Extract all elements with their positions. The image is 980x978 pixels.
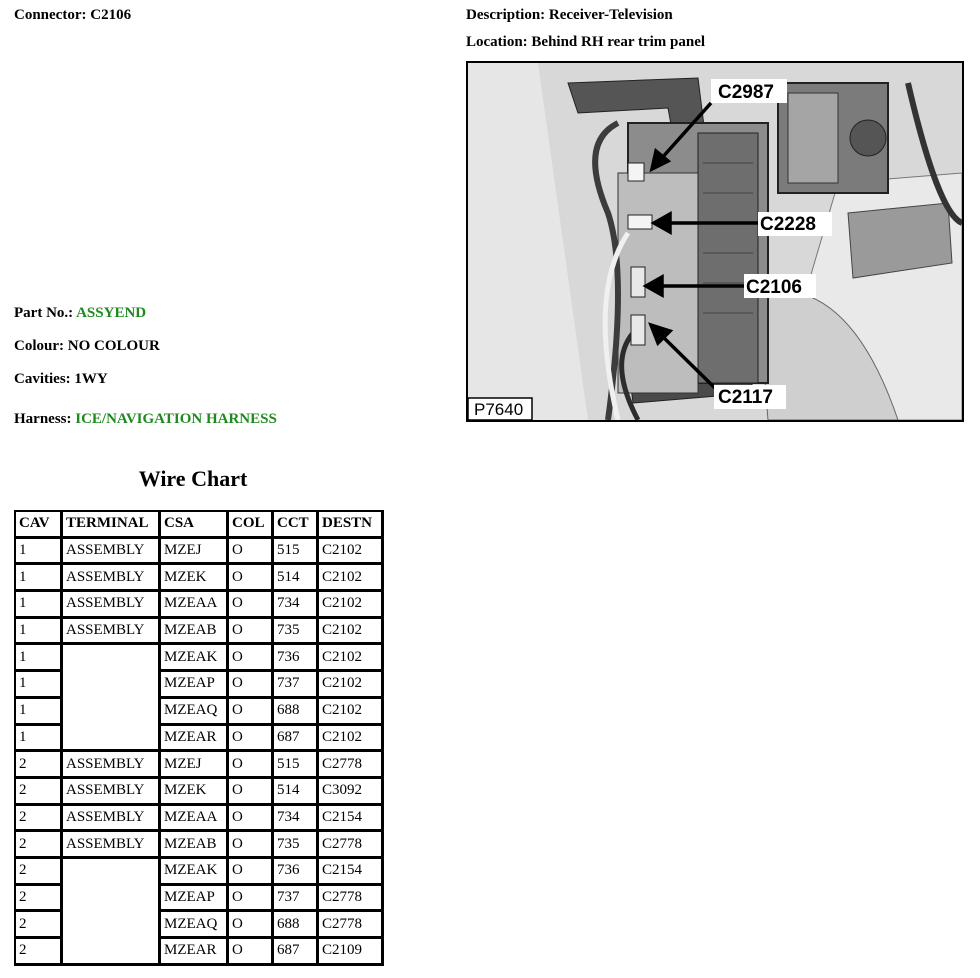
cell-cav: 1 bbox=[16, 699, 63, 726]
cell-cav: 2 bbox=[16, 806, 63, 833]
cell-terminal: ASSEMBLY bbox=[63, 619, 161, 646]
cell-cct: 687 bbox=[274, 939, 319, 966]
cell-col: O bbox=[229, 779, 274, 806]
table-row bbox=[16, 806, 384, 833]
cell-cct: 515 bbox=[274, 752, 319, 779]
cell-cct: 514 bbox=[274, 565, 319, 592]
cell-csa: MZEAP bbox=[161, 672, 229, 699]
cell-col: O bbox=[229, 726, 274, 753]
cell-col: O bbox=[229, 699, 274, 726]
header-terminal: TERMINAL bbox=[63, 512, 161, 539]
callout-c2987: C2987 bbox=[718, 82, 774, 103]
colour-value: NO COLOUR bbox=[67, 338, 160, 354]
connector-value: C2106 bbox=[90, 7, 132, 23]
cell-cct: 734 bbox=[274, 806, 319, 833]
cell-terminal: ASSEMBLY bbox=[63, 565, 161, 592]
cell-destn: C2102 bbox=[319, 539, 384, 566]
location-photo bbox=[466, 61, 964, 422]
cell-csa: MZEAQ bbox=[161, 699, 229, 726]
description-value: Receiver-Television bbox=[548, 7, 673, 23]
cell-cav: 2 bbox=[16, 752, 63, 779]
table-row bbox=[16, 832, 384, 859]
cell-cct: 736 bbox=[274, 645, 319, 672]
cell-col: O bbox=[229, 939, 274, 966]
header-destn: DESTN bbox=[319, 512, 384, 539]
table-row bbox=[16, 565, 384, 592]
cell-cct: 688 bbox=[274, 912, 319, 939]
cell-col: O bbox=[229, 806, 274, 833]
cavities-value: 1WY bbox=[74, 371, 108, 387]
cell-cav: 2 bbox=[16, 912, 63, 939]
cell-destn: C2154 bbox=[319, 806, 384, 833]
cell-terminal: ASSEMBLY bbox=[63, 779, 161, 806]
cell-cav: 1 bbox=[16, 726, 63, 753]
cell-destn: C2102 bbox=[319, 726, 384, 753]
cell-csa: MZEAA bbox=[161, 806, 229, 833]
cell-cav: 2 bbox=[16, 859, 63, 886]
harness-value[interactable]: ICE/NAVIGATION HARNESS bbox=[75, 411, 277, 427]
connector-line bbox=[14, 7, 131, 24]
cell-csa: MZEAA bbox=[161, 592, 229, 619]
cell-csa: MZEAQ bbox=[161, 912, 229, 939]
harness-label: Harness: bbox=[14, 411, 72, 427]
callout-c2117: C2117 bbox=[718, 387, 773, 408]
cell-destn: C2109 bbox=[319, 939, 384, 966]
cell-cct: 736 bbox=[274, 859, 319, 886]
cell-cct: 737 bbox=[274, 672, 319, 699]
cell-cav: 1 bbox=[16, 539, 63, 566]
cell-col: O bbox=[229, 565, 274, 592]
cell-destn: C2778 bbox=[319, 832, 384, 859]
wire-chart-title: Wire Chart bbox=[138, 466, 248, 491]
cell-cct: 688 bbox=[274, 699, 319, 726]
cell-cav: 1 bbox=[16, 592, 63, 619]
cell-col: O bbox=[229, 645, 274, 672]
cell-cav: 2 bbox=[16, 886, 63, 913]
cell-cct: 687 bbox=[274, 726, 319, 753]
connector-label: Connector: bbox=[14, 7, 87, 23]
location-line bbox=[466, 34, 705, 51]
cell-csa: MZEAR bbox=[161, 726, 229, 753]
cell-col: O bbox=[229, 886, 274, 913]
cell-csa: MZEAB bbox=[161, 619, 229, 646]
cell-destn: C2102 bbox=[319, 672, 384, 699]
cell-csa: MZEAR bbox=[161, 939, 229, 966]
figure-id: P7640 bbox=[474, 400, 524, 419]
location-value: Behind RH rear trim panel bbox=[531, 34, 706, 50]
cell-cct: 514 bbox=[274, 779, 319, 806]
cell-csa: MZEK bbox=[161, 779, 229, 806]
cell-csa: MZEAK bbox=[161, 645, 229, 672]
table-row bbox=[16, 619, 384, 646]
cell-destn: C2102 bbox=[319, 645, 384, 672]
cell-destn: C2778 bbox=[319, 912, 384, 939]
cell-col: O bbox=[229, 912, 274, 939]
cell-terminal: ASSEMBLY bbox=[63, 592, 161, 619]
cell-col: O bbox=[229, 619, 274, 646]
cell-terminal: ASSEMBLY bbox=[63, 752, 161, 779]
header-cav: CAV bbox=[16, 512, 63, 539]
cavities-label: Cavities: bbox=[14, 371, 71, 387]
cell-csa: MZEAB bbox=[161, 832, 229, 859]
cell-terminal: ASSEMBLY bbox=[63, 832, 161, 859]
location-label: Location: bbox=[466, 34, 528, 50]
part-no-value[interactable]: ASSYEND bbox=[76, 305, 147, 321]
wire-chart-body bbox=[16, 539, 384, 966]
cell-cav: 1 bbox=[16, 645, 63, 672]
colour-label: Colour: bbox=[14, 338, 64, 354]
cell-csa: MZEAK bbox=[161, 859, 229, 886]
cell-cav: 1 bbox=[16, 565, 63, 592]
cell-col: O bbox=[229, 752, 274, 779]
cell-cav: 1 bbox=[16, 619, 63, 646]
header-csa: CSA bbox=[161, 512, 229, 539]
cell-destn: C3092 bbox=[319, 779, 384, 806]
cell-cct: 515 bbox=[274, 539, 319, 566]
table-row bbox=[16, 859, 384, 886]
colour-line bbox=[14, 338, 160, 355]
cell-destn: C2102 bbox=[319, 565, 384, 592]
callout-c2106: C2106 bbox=[746, 277, 802, 298]
description-label: Description: bbox=[466, 7, 546, 23]
cell-col: O bbox=[229, 832, 274, 859]
cell-cct: 735 bbox=[274, 619, 319, 646]
cell-destn: C2102 bbox=[319, 592, 384, 619]
harness-line bbox=[14, 411, 277, 428]
cell-csa: MZEJ bbox=[161, 752, 229, 779]
cell-col: O bbox=[229, 592, 274, 619]
part-no-label: Part No.: bbox=[14, 305, 74, 321]
cell-cav: 2 bbox=[16, 779, 63, 806]
callout-c2228: C2228 bbox=[760, 214, 816, 235]
description-line bbox=[466, 7, 673, 24]
cell-destn: C2102 bbox=[319, 699, 384, 726]
cell-destn: C2154 bbox=[319, 859, 384, 886]
cavities-line bbox=[14, 371, 108, 388]
cell-cct: 734 bbox=[274, 592, 319, 619]
cell-col: O bbox=[229, 672, 274, 699]
cell-destn: C2778 bbox=[319, 752, 384, 779]
cell-csa: MZEK bbox=[161, 565, 229, 592]
header-col: COL bbox=[229, 512, 274, 539]
cell-cct: 737 bbox=[274, 886, 319, 913]
cell-col: O bbox=[229, 539, 274, 566]
cell-col: O bbox=[229, 859, 274, 886]
wire-chart-table bbox=[14, 510, 384, 966]
table-row bbox=[16, 779, 384, 806]
cell-csa: MZEJ bbox=[161, 539, 229, 566]
cell-cct: 735 bbox=[274, 832, 319, 859]
cell-csa: MZEAP bbox=[161, 886, 229, 913]
cell-destn: C2102 bbox=[319, 619, 384, 646]
cell-terminal: ASSEMBLY bbox=[63, 539, 161, 566]
table-row bbox=[16, 752, 384, 779]
table-row bbox=[16, 539, 384, 566]
cell-terminal-empty bbox=[63, 859, 161, 966]
table-row bbox=[16, 592, 384, 619]
cell-cav: 1 bbox=[16, 672, 63, 699]
cell-cav: 2 bbox=[16, 832, 63, 859]
header-cct: CCT bbox=[274, 512, 319, 539]
part-no-line bbox=[14, 305, 146, 322]
table-header-row bbox=[16, 512, 384, 539]
table-row bbox=[16, 645, 384, 672]
cell-destn: C2778 bbox=[319, 886, 384, 913]
cell-terminal-empty bbox=[63, 645, 161, 752]
cell-cav: 2 bbox=[16, 939, 63, 966]
cell-terminal: ASSEMBLY bbox=[63, 806, 161, 833]
